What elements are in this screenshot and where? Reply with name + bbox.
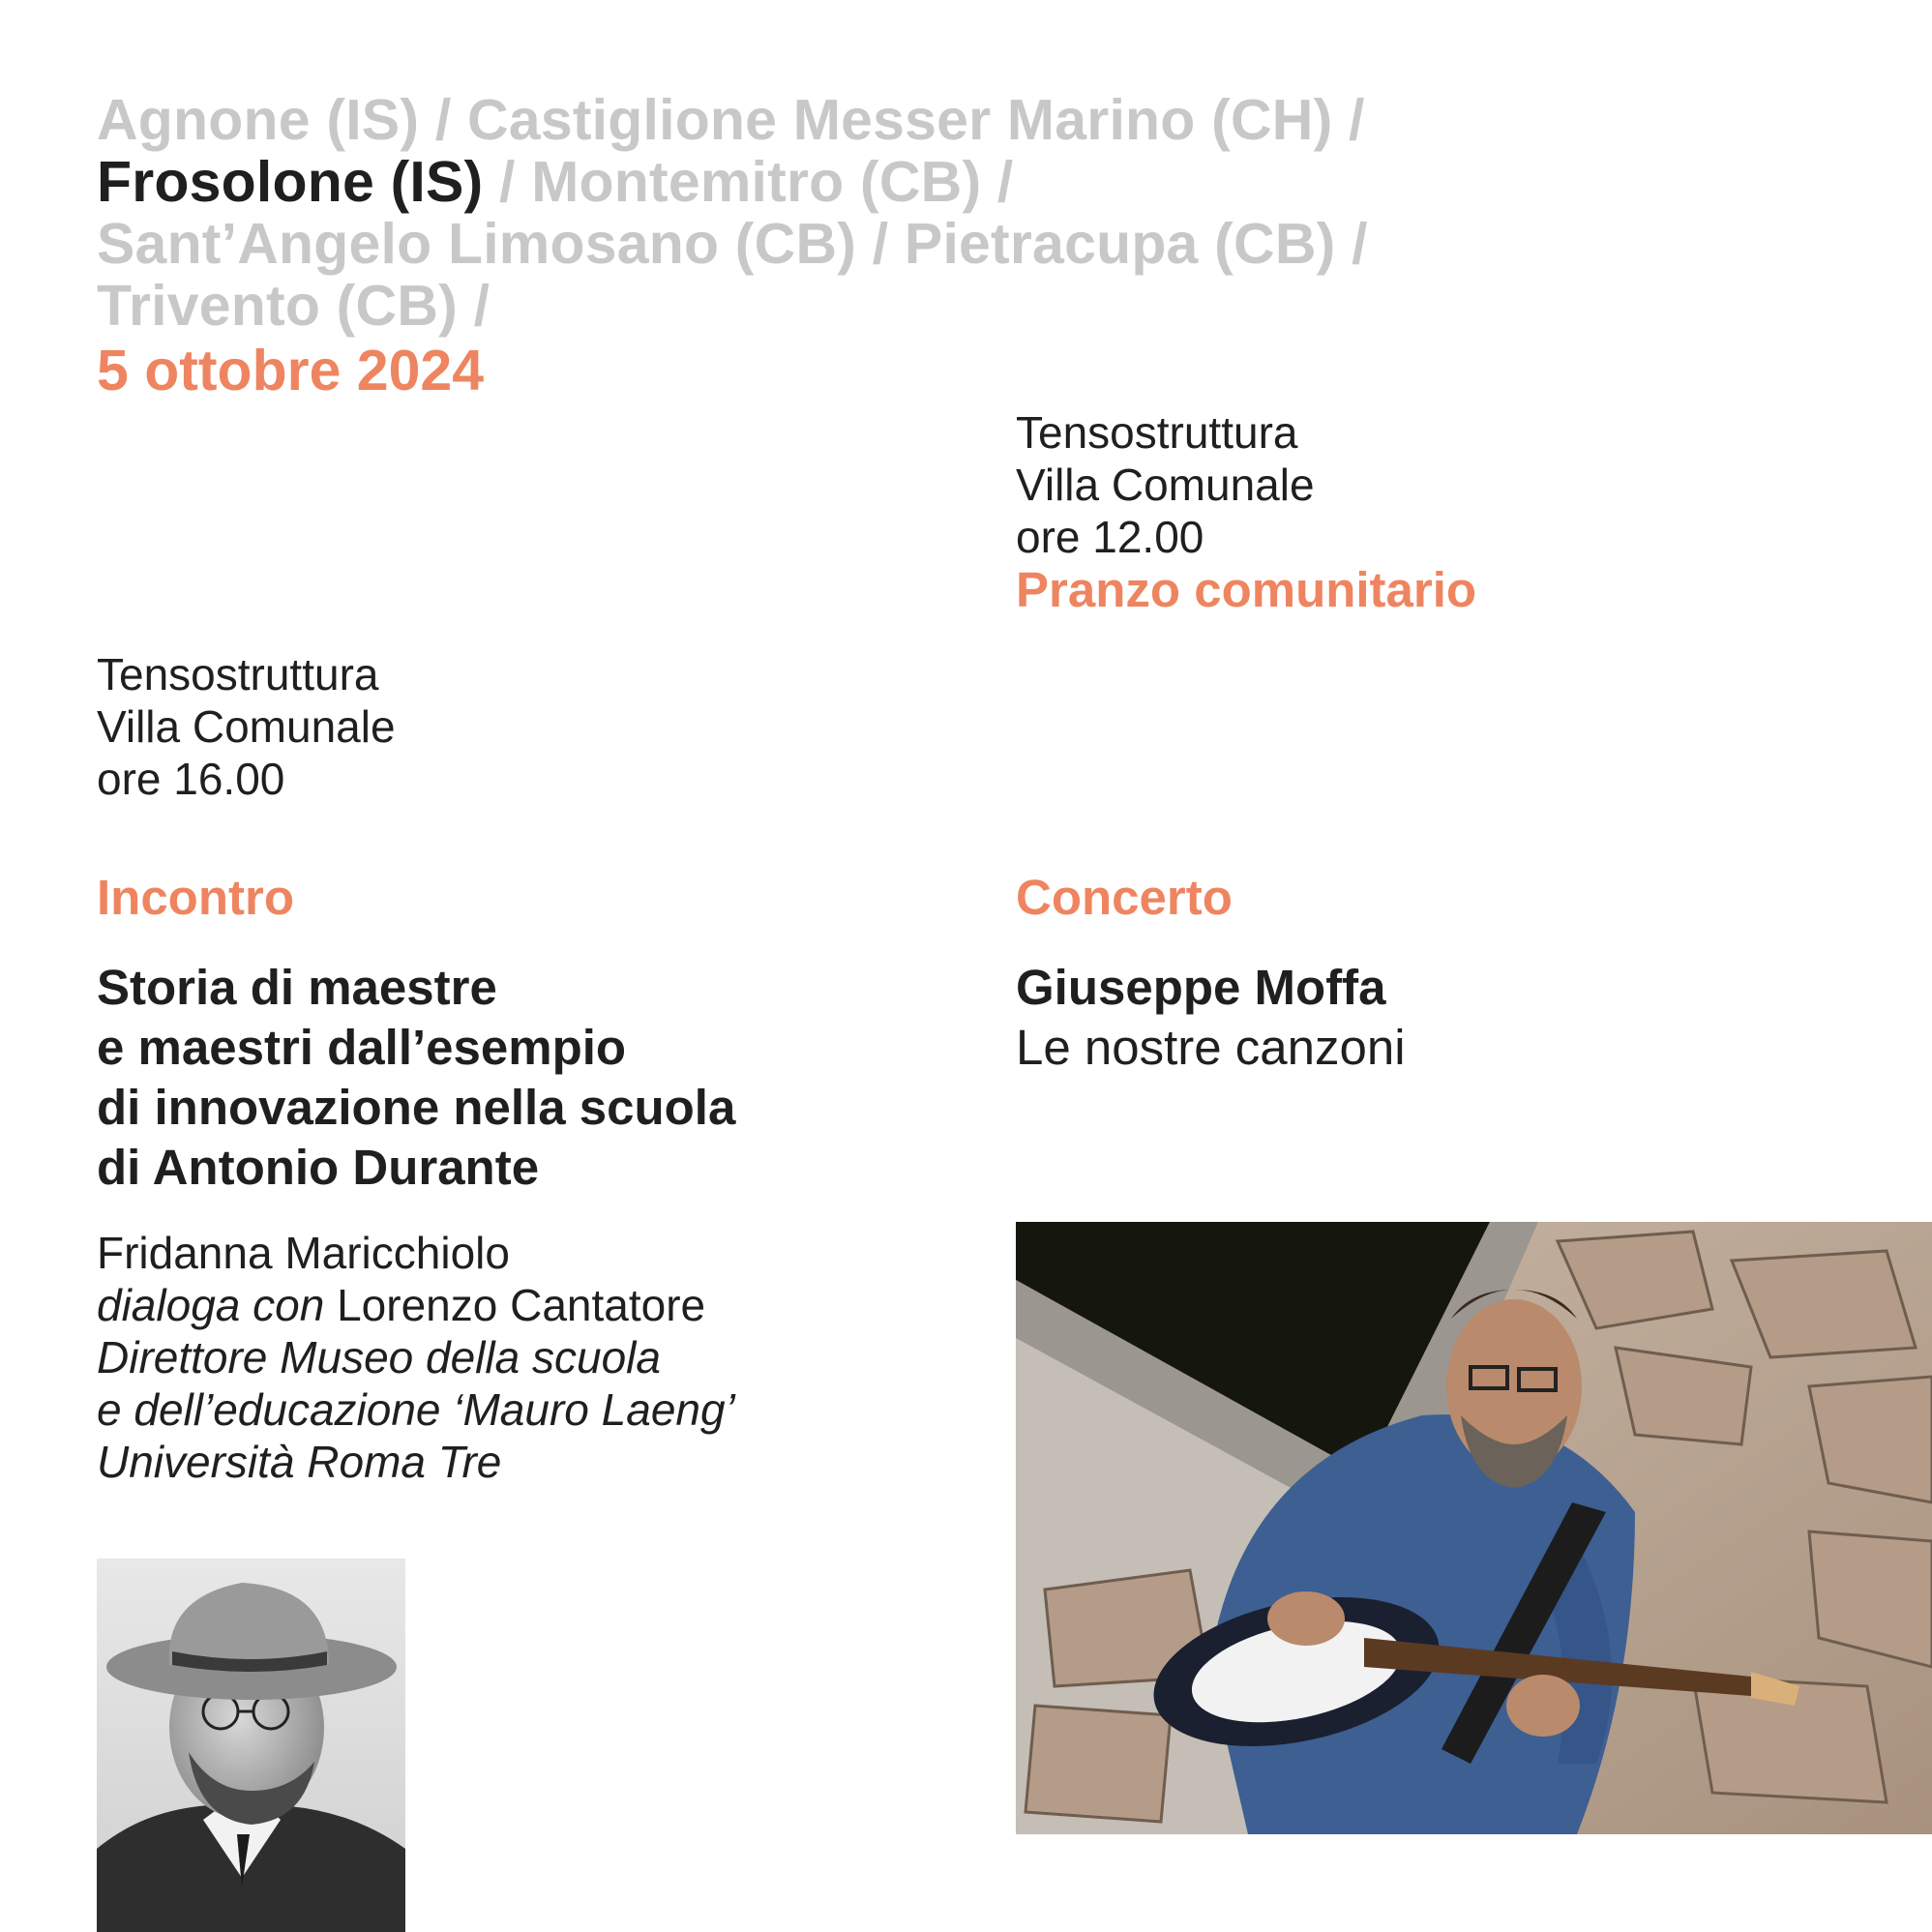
guest-role-line: Direttore Museo della scuola	[97, 1332, 661, 1382]
separator: /	[473, 274, 490, 338]
dialog-line	[97, 1279, 735, 1331]
meeting-title	[97, 958, 735, 1198]
separator: /	[499, 150, 516, 214]
places-line-1	[97, 89, 1567, 151]
guitarist-photo	[1016, 1222, 1932, 1834]
meeting-title-line: e maestri dall’esempio	[97, 1020, 627, 1075]
concert-heading	[1016, 958, 1406, 1078]
meeting-venue-line1: Tensostruttura	[97, 649, 379, 699]
place-castiglione: Castiglione Messer Marino (CH)	[467, 88, 1333, 152]
event-date: 5 ottobre 2024	[97, 339, 485, 402]
place-santangelo: Sant’Angelo Limosano (CB)	[97, 212, 857, 276]
lunch-time: ore 12.00	[1016, 512, 1204, 562]
dialog-prefix: dialoga con	[97, 1280, 325, 1330]
place-frosolone-active: Frosolone (IS)	[97, 150, 484, 214]
separator: /	[996, 150, 1014, 214]
concert-label: Concerto	[1016, 870, 1233, 925]
separator: /	[1349, 88, 1365, 152]
meeting-title-line: di innovazione nella scuola	[97, 1080, 736, 1135]
meeting-speakers	[97, 1227, 735, 1488]
lunch-venue-line2: Villa Comunale	[1016, 460, 1315, 510]
places-list	[97, 89, 1567, 337]
places-line-4	[97, 275, 1567, 337]
guest-role-line: Università Roma Tre	[97, 1437, 502, 1487]
separator: /	[872, 212, 889, 276]
meeting-venue-line2: Villa Comunale	[97, 701, 396, 752]
meeting-venue	[97, 648, 396, 805]
place-montemitro: Montemitro (CB)	[531, 150, 982, 214]
place-agnone: Agnone (IS)	[97, 88, 420, 152]
guest-name: Lorenzo Cantatore	[337, 1280, 706, 1330]
concert-subtitle: Le nostre canzoni	[1016, 1020, 1406, 1075]
lunch-title: Pranzo comunitario	[1016, 562, 1477, 617]
lunch-venue-line1: Tensostruttura	[1016, 407, 1298, 458]
meeting-title-line: di Antonio Durante	[97, 1140, 540, 1195]
portrait-photo	[97, 1559, 405, 1932]
meeting-time: ore 16.00	[97, 754, 285, 804]
meeting-label: Incontro	[97, 870, 294, 925]
guest-role-line: e dell’educazione ‘Mauro Laeng’	[97, 1384, 735, 1435]
separator: /	[434, 88, 452, 152]
places-line-3	[97, 213, 1567, 275]
separator: /	[1352, 212, 1368, 276]
place-pietracupa: Pietracupa (CB)	[904, 212, 1336, 276]
meeting-title-line: Storia di maestre	[97, 960, 497, 1015]
lunch-venue	[1016, 406, 1315, 563]
speaker-name: Fridanna Maricchiolo	[97, 1228, 510, 1278]
concert-artist: Giuseppe Moffa	[1016, 960, 1386, 1015]
places-line-2	[97, 151, 1567, 213]
place-trivento: Trivento (CB)	[97, 274, 458, 338]
